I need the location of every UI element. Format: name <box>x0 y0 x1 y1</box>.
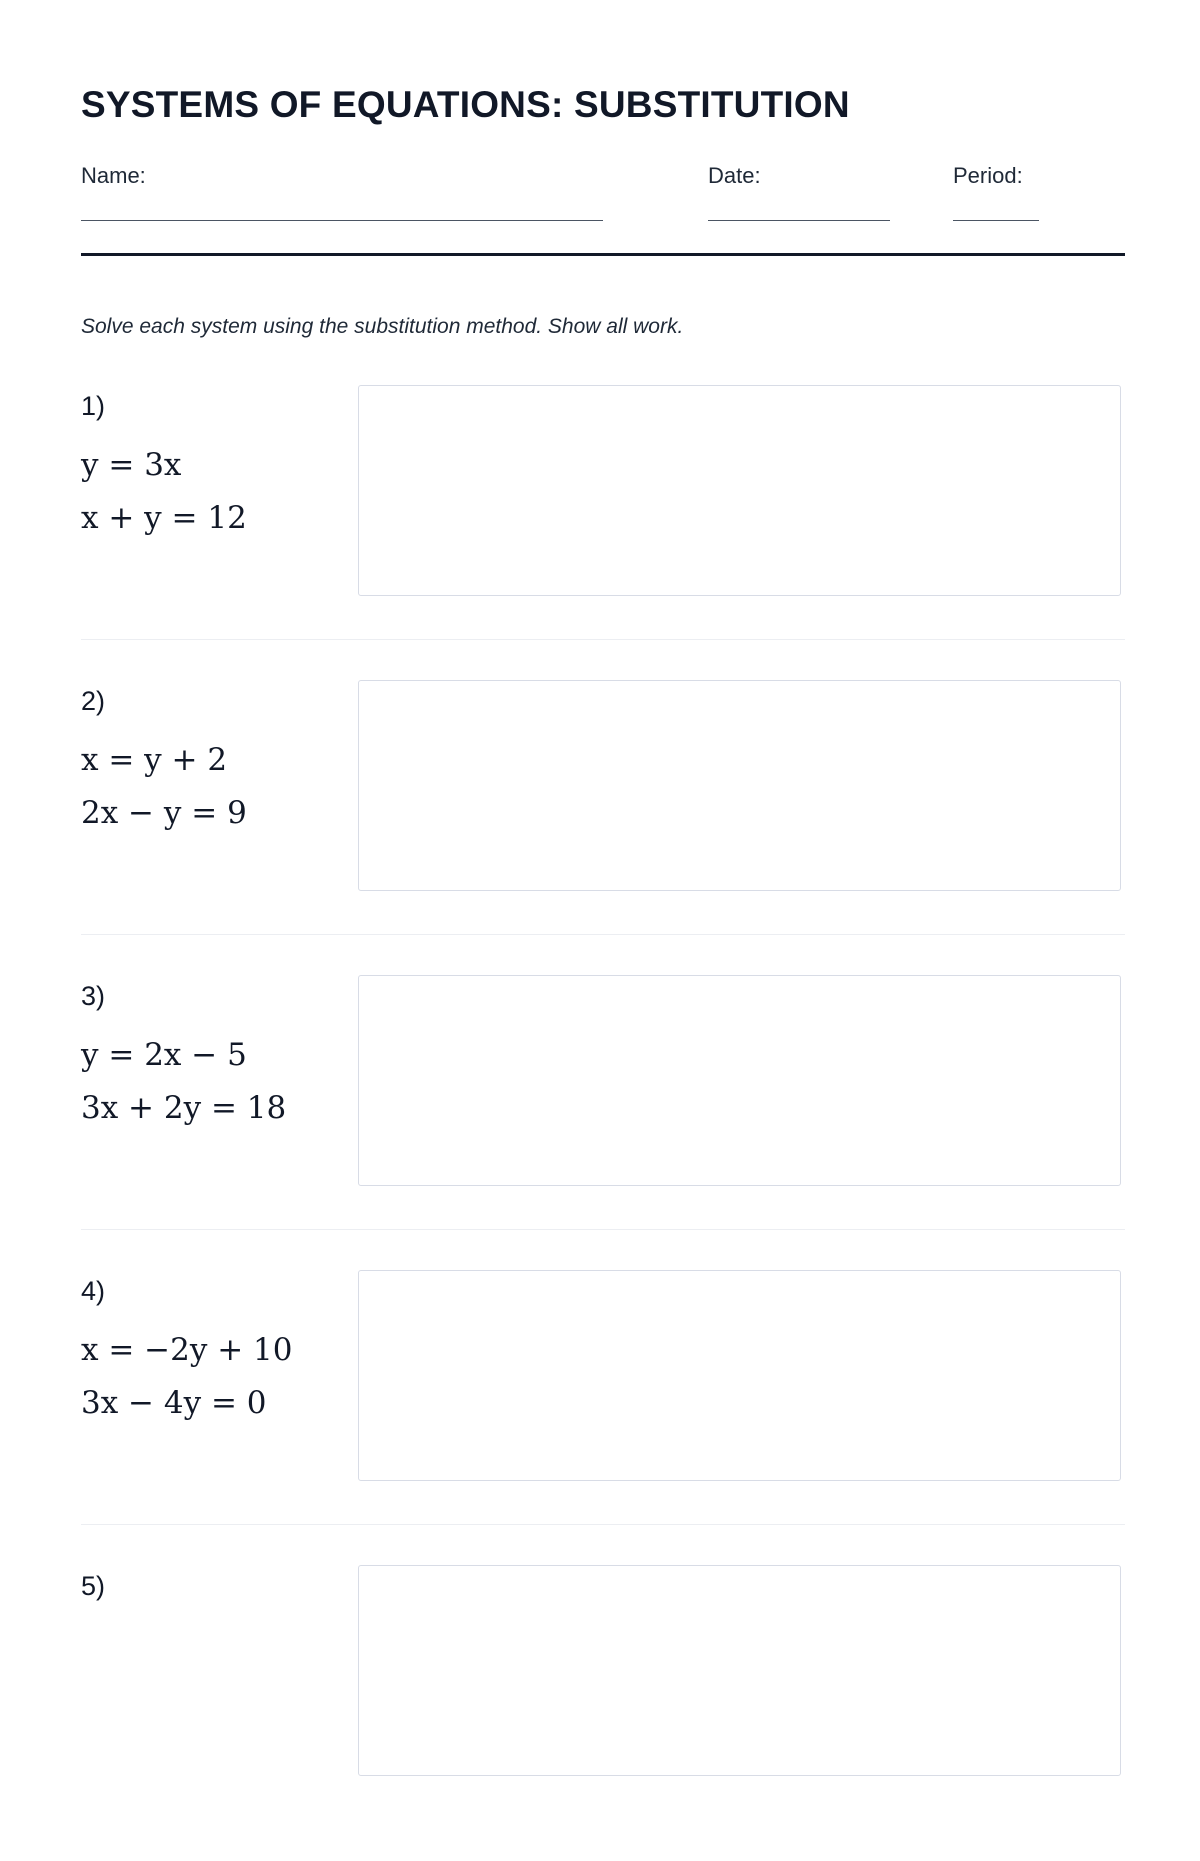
work-area[interactable] <box>358 1565 1121 1776</box>
equation-2: x + y = 12 <box>81 500 247 536</box>
name-blank-line[interactable] <box>81 220 603 221</box>
problem-number: 5) <box>81 1571 106 1601</box>
problem-divider <box>81 1524 1125 1525</box>
problem-2 <box>81 680 1125 976</box>
date-blank-line[interactable] <box>708 220 890 221</box>
equation-2: 3x − 4y = 0 <box>81 1385 267 1421</box>
date-field[interactable] <box>708 163 890 221</box>
problem-1 <box>81 385 1125 681</box>
instructions: Solve each system using the substitution method. Show all work. <box>81 315 684 338</box>
equation-1: x = y + 2 <box>81 742 228 778</box>
period-label: Period: <box>953 163 1023 188</box>
equation-2: 2x − y = 9 <box>81 795 247 831</box>
problem-3 <box>81 975 1125 1271</box>
header-divider <box>81 253 1125 256</box>
problem-4 <box>81 1270 1125 1566</box>
work-area[interactable] <box>358 975 1121 1186</box>
problem-number: 4) <box>81 1276 106 1306</box>
problem-5 <box>81 1565 1125 1861</box>
work-area[interactable] <box>358 680 1121 891</box>
name-field[interactable] <box>81 163 603 221</box>
problem-divider <box>81 934 1125 935</box>
problem-divider <box>81 1229 1125 1230</box>
equation-1: x = −2y + 10 <box>81 1332 293 1368</box>
worksheet-title: SYSTEMS OF EQUATIONS: SUBSTITUTION <box>81 84 850 125</box>
equation-1: y = 2x − 5 <box>81 1037 247 1073</box>
work-area[interactable] <box>358 1270 1121 1481</box>
equation-2: 3x + 2y = 18 <box>81 1090 287 1126</box>
work-area[interactable] <box>358 385 1121 596</box>
problem-number: 1) <box>81 391 106 421</box>
problem-number: 2) <box>81 686 106 716</box>
name-label: Name: <box>81 163 146 188</box>
period-blank-line[interactable] <box>953 220 1039 221</box>
date-label: Date: <box>708 163 761 188</box>
equation-1: y = 3x <box>81 447 182 483</box>
period-field[interactable] <box>953 163 1039 221</box>
problem-divider <box>81 639 1125 640</box>
problem-number: 3) <box>81 981 106 1011</box>
